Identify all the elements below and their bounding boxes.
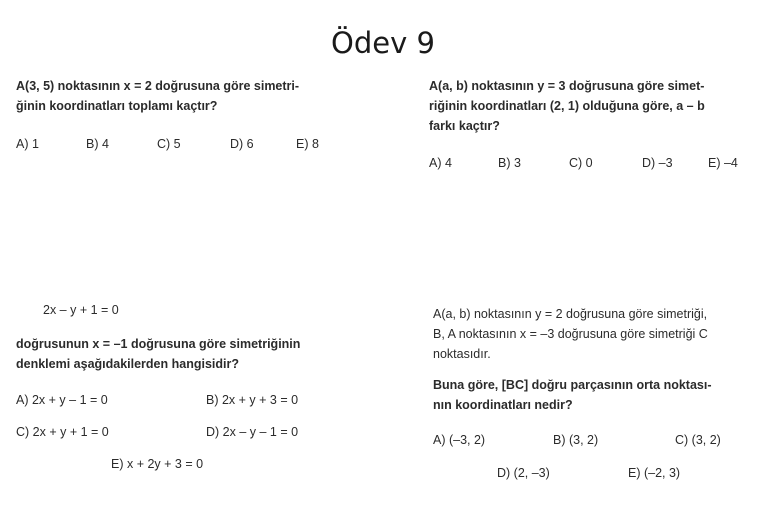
option-a: A) (–3, 2) (433, 433, 486, 447)
question-line: riğinin koordinatları (2, 1) olduğuna göre, a – b (429, 99, 705, 113)
question-4-text (433, 375, 712, 415)
question-line: Buna göre, [BC] doğru parçasının orta noktası- (433, 378, 712, 392)
option-c: C) 2x + y + 1 = 0 (16, 425, 109, 439)
question-line: A(a, b) noktasının y = 3 doğrusuna göre simet- (429, 79, 705, 93)
option-a: A) 4 (429, 156, 452, 170)
question-line: denklemi aşağıdakilerden hangisidir? (16, 357, 239, 371)
question-4-intro (433, 304, 708, 364)
intro-line: A(a, b) noktasının y = 2 doğrusuna göre simetriği, (433, 307, 708, 321)
question-line: farkı kaçtır? (429, 119, 500, 133)
option-b: B) 3 (498, 156, 521, 170)
question-3-text (16, 334, 300, 374)
page-title: Ödev 9 (331, 26, 435, 60)
option-b: B) 2x + y + 3 = 0 (206, 393, 299, 407)
question-1-text (16, 76, 299, 116)
option-b: B) 4 (86, 137, 109, 151)
intro-line: noktasıdır. (433, 347, 491, 361)
option-e: E) x + 2y + 3 = 0 (111, 457, 204, 471)
question-line: nın koordinatları nedir? (433, 398, 573, 412)
option-d: D) 2x – y – 1 = 0 (206, 425, 299, 439)
question-line: A(3, 5) noktasının x = 2 doğrusuna göre simetri- (16, 79, 300, 93)
option-c: C) (3, 2) (675, 433, 721, 447)
option-d: D) 6 (230, 137, 254, 151)
option-a: A) 1 (16, 137, 39, 151)
question-line: doğrusunun x = –1 doğrusuna göre simetriğinin (16, 337, 301, 351)
option-c: C) 5 (157, 137, 181, 151)
option-a: A) 2x + y – 1 = 0 (16, 393, 108, 407)
option-e: E) 8 (296, 137, 319, 151)
question-3-equation: 2x – y + 1 = 0 (43, 303, 119, 317)
intro-line: B, A noktasının x = –3 doğrusuna göre simetriği C (433, 327, 708, 341)
option-e: E) –4 (708, 156, 738, 170)
question-2-text (429, 76, 705, 136)
option-d: D) –3 (642, 156, 673, 170)
question-line: ğinin koordinatları toplamı kaçtır? (16, 99, 218, 113)
option-b: B) (3, 2) (553, 433, 599, 447)
option-e: E) (–2, 3) (628, 466, 681, 480)
option-d: D) (2, –3) (497, 466, 550, 480)
option-c: C) 0 (569, 156, 593, 170)
